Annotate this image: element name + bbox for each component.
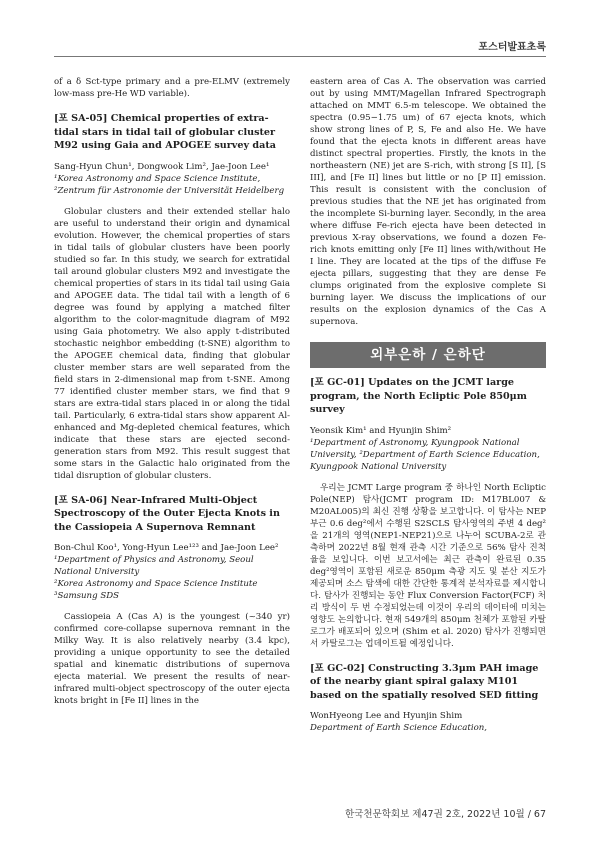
gc02-authors: WonHyeong Lee and Hyunjin Shim (310, 711, 463, 721)
header-rule (54, 56, 546, 57)
gc01-aff: ¹Department of Astronomy, Kyungpook National University, ²Department of Earth Science Education, Kyungpook National University (310, 437, 540, 472)
sa06-aff3: ³Samsung SDS (54, 591, 119, 601)
gc02-title: [포 GC-02] Constructing 3.3μm PAH image of the nearby giant spiral galaxy M101 based on the spatially resolved SED fitting (310, 662, 539, 701)
sa05-aff2: ²Zentrum für Astronomie der Universität Heidelberg (54, 185, 285, 196)
sa06-body: Cassiopeia A (Cas A) is the youngest (~340 yr) confirmed core-collapse supernova remnant in the Milky Way. It is also relatively nearby (3.4 kpc), providing a unique opportunity to see the detailed spatial and kinematic distributions of supernova ejecta material. We present the results of near-infrared multi-object spectroscopy of the outer ejecta knots bright in [Fe II] lines in the (54, 612, 290, 706)
sa05-authors: Sang-Hyun Chun¹, Dongwook Lim², Jae-Joon Lee¹ (54, 161, 270, 172)
gc02-aff: Department of Earth Science Education, (310, 723, 488, 733)
intro-text: of a δ Sct-type primary and a pre-ELMV (extremely low-mass pre-He WD variable). (54, 77, 290, 99)
gc01-title: [포 GC-01] Updates on the JCMT large program, the North Ecliptic Pole 850μm survey (310, 377, 527, 415)
left-column (54, 76, 290, 707)
sa06-continued: eastern area of Cas A. The observation was carried out by using MMT/Magellan Infrared Spectrograph attached on MMT 6.5-m telescope. We obtained the spectra (0.95−1.75 um) of 67 ejecta knots, which show strong lines of P, S, Fe and also He. We have found that the ejecta knots in different areas have distinct spectral properties. Firstly, the knots in the northeastern (NE) jet are S-rich, with strong [S II], [S III], and [Fe II] lines but little or no [P II] emission. This result is consistent with the conclusion of previous studies that the NE jet has originated from the incomplete Si-burning layer. Secondly, in the area where diffuse Fe-rich ejecta have been detected in previous X-ray observations, we found a dozen Fe-rich knots emitting only [Fe II] lines with/without He I line. They are located at the tips of the diffuse Fe ejecta pillars, suggesting that they are dense Fe clumps originated from the explosive complete Si burning layer. We discuss the implications of our results on the explosion dynamics of the Cas A supernova. (310, 77, 546, 327)
sa05-body: Globular clusters and their extended stellar halo are useful to understand their origin and dynamical evolution. However, the chemical properties of stars in tidal tails of globular clusters have been poorly studied so far. In this study, we search for extratidal tail around globular clusters M92 and investigate the chemical properties of stars in its tidal tail using Gaia and APOGEE data. The tidal tail with a length of 6 degree was found by applying a matched filter algorithm to the color-magnitude diagram of M92 using Gaia photometry. We also apply t-distributed stochastic neighbor embedding (t-SNE) algorithm to the APOGEE chemical data, finding that globular cluster member stars are well separated from the field stars in 2-dimensional map from t-SNE. Among 77 identified cluster member stars, we find that 9 stars are extra-tidal stars placed in or along the tidal tail. Particularly, 6 extra-tidal stars show apparent Al-enhanced and Mg-depleted chemical features, which indicate that these stars are ejected second-generation stars from M92. This result suggest that some stars in the Galactic halo originated from the tidal disruption of globular clusters. (54, 206, 290, 481)
sa06-aff2: ²Korea Astronomy and Space Science Institute (54, 579, 258, 589)
running-header: 포스터발표초록 (478, 42, 546, 53)
right-column (310, 76, 546, 734)
section-banner: 외부은하 / 은하단 (310, 342, 546, 368)
sa05-aff1: ¹Korea Astronomy and Space Science Institute, (54, 173, 261, 184)
gc01-body: 우리는 JCMT Large program 중 하나인 North Ecliptic Pole(NEP) 탐사(JCMT program ID: M17BL007 & M20AL005)의 최신 진행 상황을 보고합니다. 이 탐사는 NEP 부근 0.6 deg²에서 수행된 S2SCLS 탐사영역의 주변 4 deg²을 21개의 영역(NEP1-NEP21)으로 나누어 SCUBA-2로 관측하며 2022년 8월 현재 관측 시간 기준으로 56% 탐사 진척율을 보입니다. 이번 보고서에는 최근 관측이 완료된 0.35 deg²영역이 포함된 새로운 850μm 측광 지도 및 분산 지도가 제공되며 소스 탐색에 대한 간단한 통계적 분석자료를 제시합니다. 탐사가 진행되는 동안 Flux Conversion Factor(FCF) 처리 방식이 두 번 수정되었는데 이것이 우리의 데이터에 미치는 영향도 논의합니다. 현재 549개의 850μm 천체가 포함된 카탈로그가 배포되어 있으며 (Shim et al. 2020) 탐사가 진행되면서 카탈로그는 업데이트될 예정입니다. (310, 482, 546, 649)
sa06-aff1: ¹Department of Physics and Astronomy, Seoul National University (54, 555, 254, 577)
gc01-authors: Yeonsik Kim¹ and Hyunjin Shim² (310, 425, 452, 436)
page-footer: 한국천문학회보 제47권 2호, 2022년 10월 / 67 (345, 809, 546, 820)
sa05-title: [포 SA-05] Chemical properties of extra-tidal stars in tidal tail of globular cluster M92 using Gaia and APOGEE survey data (54, 113, 276, 151)
sa06-title: [포 SA-06] Near-Infrared Multi-Object Spectroscopy of the Outer Ejecta Knots in the Cassiopeia A Supernova Remnant (54, 494, 280, 533)
sa06-authors: Bon-Chul Koo¹, Yong-Hyun Lee¹²³ and Jae-Joon Lee² (54, 543, 279, 553)
